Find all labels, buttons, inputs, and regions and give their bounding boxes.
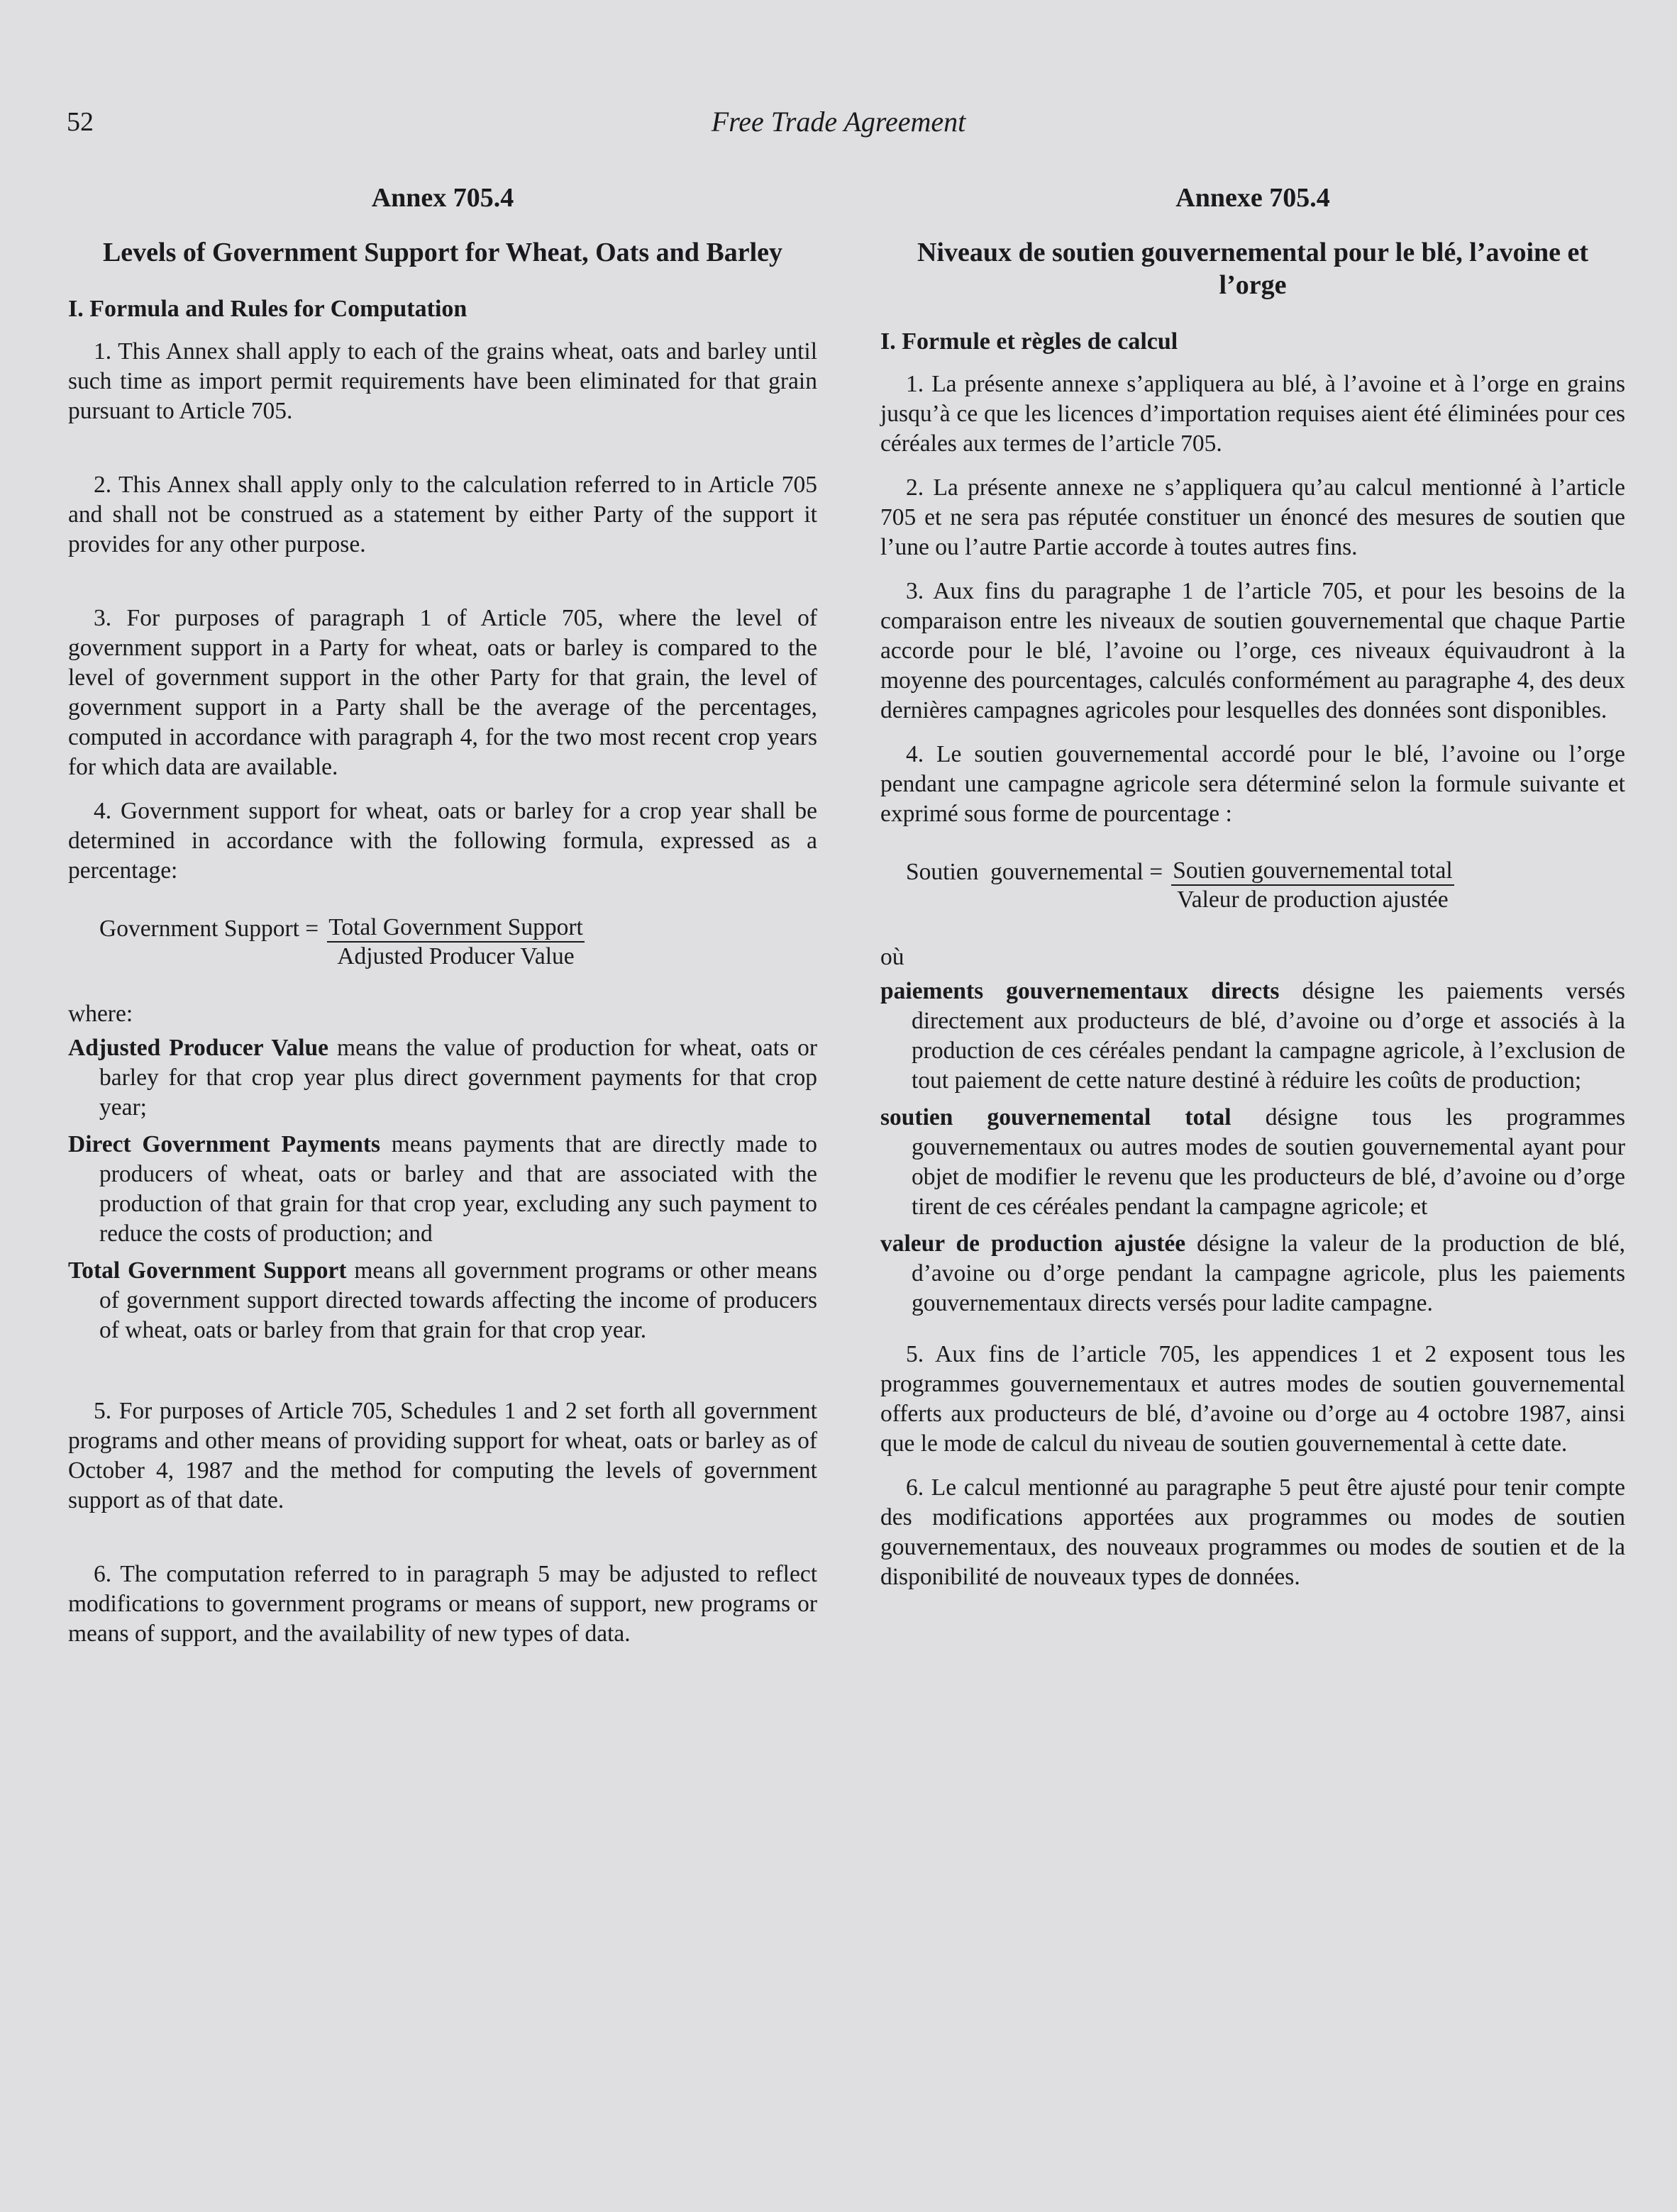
annex-title-fr: Annexe 705.4 xyxy=(1175,183,1330,213)
french-column xyxy=(880,181,1625,1592)
paragraph-1-en: 1. This Annex shall apply to each of the grains wheat, oats and barley until such time as import permit requirements have been eliminated for that grain pursuant to Article 705. xyxy=(68,338,817,424)
annex-title-en: Annex 705.4 xyxy=(371,183,514,213)
formula-numerator-fr: Soutien gouvernemental total xyxy=(1171,857,1454,886)
formula-numerator-en: Total Government Support xyxy=(327,914,585,943)
definition-term: Direct Government Payments xyxy=(68,1131,381,1157)
definition-term: soutien gouvernemental total xyxy=(880,1104,1232,1130)
definition-en xyxy=(68,1033,817,1123)
section-heading-fr: I. Formule et règles de calcul xyxy=(880,328,1178,355)
definition-text: means the value of production for wheat, oats or barley for that crop year plus direct government payments for that crop year; xyxy=(99,1035,817,1121)
paragraph-6-fr: 6. Le calcul mentionné au paragraphe 5 peut être ajusté pour tenir compte des modifications apportées aux programmes ou modes de soutien gouvernementaux, des nouveaux programmes ou modes de soutien et de la disponibilité de nouveaux types de données. xyxy=(880,1474,1625,1590)
paragraph-1-fr: 1. La présente annexe s’appliquera au blé, à l’avoine et à l’orge en grains jusqu’à ce que les licences d’importation requises aient été éliminées pour ces céréales aux termes de l’article 705. xyxy=(880,371,1625,457)
paragraph-2-fr: 2. La présente annexe ne s’appliquera qu’au calcul mentionné à l’article 705 et ne sera pas réputée constituer un énoncé des mesures de soutien que l’une ou l’autre Partie accorde à toutes autres fins. xyxy=(880,474,1625,560)
definition-term: Total Government Support xyxy=(68,1257,347,1284)
formula-lhs-fr: Soutien gouvernemental = xyxy=(906,859,1163,885)
running-title: Free Trade Agreement xyxy=(711,106,966,138)
definition-term: valeur de production ajustée xyxy=(880,1230,1186,1257)
where-label-en: where: xyxy=(68,1001,133,1027)
paragraph-5-en: 5. For purposes of Article 705, Schedules 1 and 2 set forth all government programs and other means of providing support for wheat, oats or barley as of October 4, 1987 and the method for computing the levels of government support as of that date. xyxy=(68,1398,817,1513)
formula-lhs-en: Government Support = xyxy=(99,916,319,942)
formula-fraction-en xyxy=(327,914,585,971)
definition-term: paiements gouvernementaux directs xyxy=(880,978,1280,1004)
annex-heading-fr: Niveaux de soutien gouvernemental pour le blé, l’avoine et l’orge xyxy=(917,238,1589,300)
definition-fr xyxy=(880,1103,1625,1222)
paragraph-4-en: 4. Government support for wheat, oats or barley for a crop year shall be determined in accordance with the following formula, expressed as a percentage: xyxy=(68,798,817,884)
formula-en xyxy=(68,914,817,971)
definition-term: Adjusted Producer Value xyxy=(68,1035,329,1061)
definition-text: désigne les paiements versés directement aux producteurs de blé, d’avoine ou d’orge et associés à la production de ces céréales pendant la campagne agricole, à l’exclusion de tout paiement de cette nature destiné à réduire les coûts de production; xyxy=(912,978,1625,1094)
definition-fr xyxy=(880,977,1625,1096)
definition-fr xyxy=(880,1229,1625,1318)
section-heading-en: I. Formula and Rules for Computation xyxy=(68,296,467,322)
annex-heading-en: Levels of Government Support for Wheat, Oats and Barley xyxy=(102,238,783,267)
formula-fraction-fr xyxy=(1171,857,1454,914)
definition-en xyxy=(68,1256,817,1345)
english-column xyxy=(68,181,817,1649)
paragraph-5-fr: 5. Aux fins de l’article 705, les appendices 1 et 2 exposent tous les programmes gouvernementaux et autres modes de soutien gouvernemental offerts aux producteurs de blé, d’avoine ou d’orge au 4 octobre 1987, ainsi que le mode de calcul du niveau de soutien gouvernemental à cette date. xyxy=(880,1341,1625,1457)
page-number: 52 xyxy=(67,107,94,137)
paragraph-4-fr: 4. Le soutien gouvernemental accordé pour le blé, l’avoine ou l’orge pendant une campagne agricole sera déterminé selon la formule suivante et exprimé sous forme de pourcentage : xyxy=(880,741,1625,827)
definition-text: désigne tous les programmes gouvernementaux ou autres modes de soutien gouvernemental ayant pour objet de modifier le revenu que les producteurs de blé, d’avoine ou d’orge tirent de ces céréales pendant la campagne agricole; et xyxy=(912,1104,1625,1220)
definition-en xyxy=(68,1130,817,1249)
paragraph-3-fr: 3. Aux fins du paragraphe 1 de l’article 705, et pour les besoins de la comparaison entre les niveaux de soutien gouvernemental que chaque Partie accorde pour le blé, l’avoine ou l’orge, ces niveaux équivaudront à la moyenne des pourcentages, calculés conformément au paragraphe 4, des deux dernières campagnes agricoles pour lesquelles des données sont disponibles. xyxy=(880,578,1625,723)
definition-text: means all government programs or other means of government support directed towards affecting the income of producers of wheat, oats or barley from that grain for that crop year. xyxy=(99,1257,817,1343)
paragraph-2-en: 2. This Annex shall apply only to the calculation referred to in Article 705 and shall not be construed as a statement by either Party of the support it provides for any other purpose. xyxy=(68,472,817,557)
paragraph-3-en: 3. For purposes of paragraph 1 of Article 705, where the level of government support in a Party for wheat, oats or barley is compared to the level of government support in the other Party for that grain, the level of government support in a Party shall be the average of the percentages, computed in accordance with paragraph 4, for the two most recent crop years for which data are available. xyxy=(68,605,817,780)
formula-denominator-en: Adjusted Producer Value xyxy=(337,943,575,969)
where-label-fr: où xyxy=(880,944,904,970)
definition-text: means payments that are directly made to producers of wheat, oats or barley and that are associated with the production of that grain for that crop year, excluding any such payment to reduce the costs of production; and xyxy=(99,1131,817,1247)
formula-fr xyxy=(880,857,1625,914)
formula-denominator-fr: Valeur de production ajustée xyxy=(1177,887,1449,913)
definition-text: désigne la valeur de la production de blé, d’avoine ou d’orge pendant la campagne agricole, plus les paiements gouvernementaux directs versés pour ladite campagne. xyxy=(912,1230,1625,1316)
paragraph-6-en: 6. The computation referred to in paragraph 5 may be adjusted to reflect modifications to government programs or means of support, new programs or means of support, and the availability of new types of data. xyxy=(68,1561,817,1647)
